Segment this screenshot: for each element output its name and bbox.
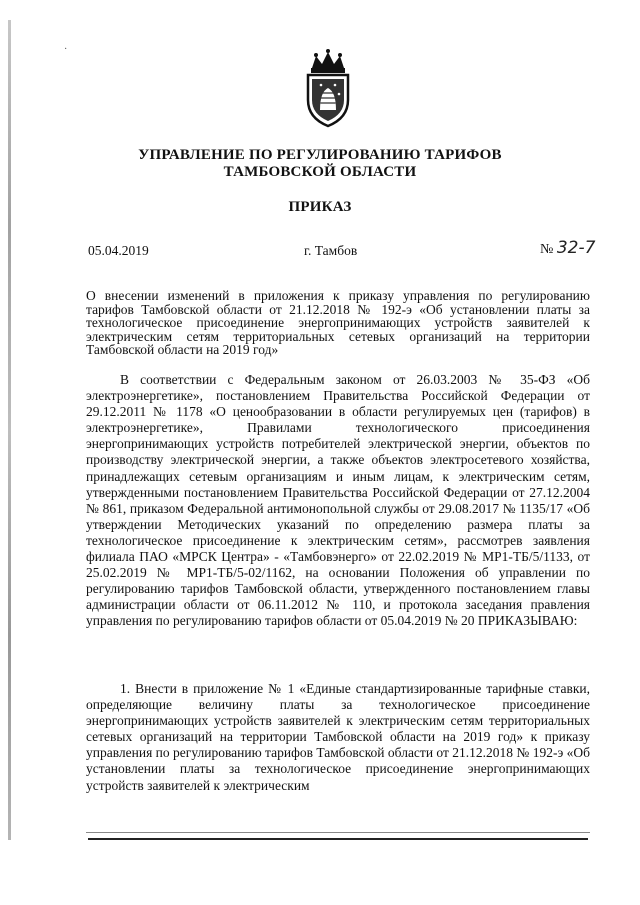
- scan-rule: [88, 838, 588, 840]
- order-item-1: 1. Внести в приложение № 1 «Единые стандартизированные тарифные ставки, определяющие величину платы за технологическое присоединение энергопринимающих устройств заявителей к электрическим сетям территориальных сетевых организаций на территории Тамбовской области на 2019 год» к приказу управления по регулированию тарифов Тамбовской области от 21.12.2018 № 192-э «Об установлении платы за технологическое присоединение энергопринимающих устройств заявителей к электрическим: [86, 681, 590, 793]
- scan-dot: ·: [64, 44, 68, 55]
- preamble-paragraph: В соответствии с Федеральным законом от 26.03.2003 № 35-ФЗ «Об электроэнергетике», постановлением Правительства Российской Федерации от 29.12.2011 № 1178 «О ценообразовании в области регулируемых цен (тарифов) в электроэнергетике», Правилами технологического присоединения энергопринимающих устройств потребителей электрической энергии, объектов по производству электрической энергии, а также объектов электросетевого хозяйства, принадлежащих сетевым организациям и иным лицам, к электрическим сетям, утвержденными постановлением Правительства Российской Федерации от 27.12.2004 № 861, приказом Федеральной антимонопольной службы от 29.08.2017 № 1135/17 «Об утверждении Методических указаний по определению размера платы за технологическое присоединение к электрическим сетям», рассмотрев заявления филиала ПАО «МРСК Центра» - «Тамбовэнерго» от 22.02.2019 № МР1-ТБ/5/1133, от 25.02.2019 № МР1-ТБ/5-02/1162, на основании Положения об управлении по регулированию тарифов Тамбовской области, утвержденного постановлением главы администрации области от 06.11.2012 № 110, и протокола заседания правления управления по регулированию тарифов области от 05.04.2019 № 20 ПРИКАЗЫВАЮ:: [86, 372, 590, 629]
- handwritten-number: 32-7: [556, 238, 596, 258]
- scan-rule-thin: [86, 832, 590, 833]
- tambov-coat-of-arms-icon: [302, 48, 354, 128]
- document-subject: О внесении изменений в приложения к приказу управления по регулированию тарифов Тамбовской области от 21.12.2018 № 192-э «Об установлении платы за технологическое присоединение энергопринимающих устройств заявителей к электрическим сетям территориальных сетевых организаций на территории Тамбовской области на 2019 год»: [86, 288, 590, 357]
- scan-edge-artifact: [8, 20, 11, 840]
- document-type-title: ПРИКАЗ: [288, 199, 352, 215]
- document-number: [540, 238, 595, 258]
- number-sign: №: [540, 242, 554, 257]
- authority-name-line2: ТАМБОВСКОЙ ОБЛАСТИ: [223, 164, 417, 180]
- document-city: г. Тамбов: [304, 243, 358, 258]
- document-date: 05.04.2019: [88, 243, 149, 258]
- authority-name-line1: УПРАВЛЕНИЕ ПО РЕГУЛИРОВАНИЮ ТАРИФОВ: [138, 147, 502, 163]
